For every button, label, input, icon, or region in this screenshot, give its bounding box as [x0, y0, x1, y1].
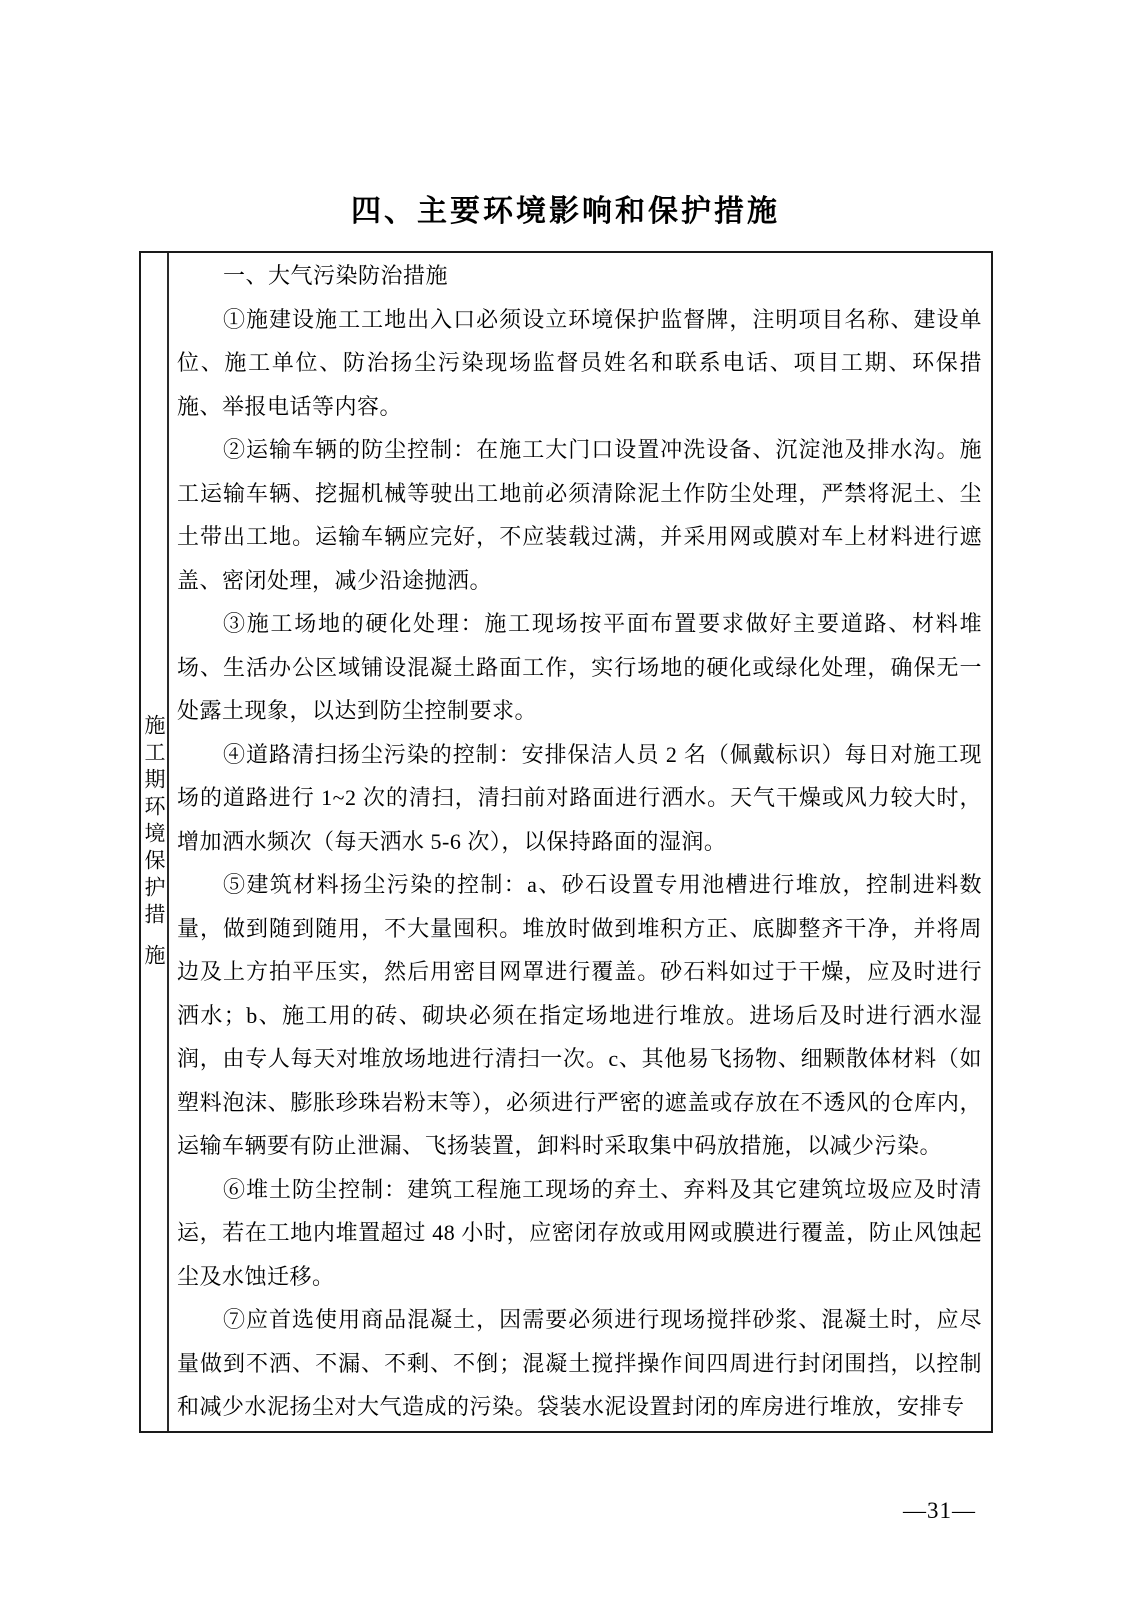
measure-paragraph-5: ⑤建筑材料扬尘污染的控制：a、砂石设置专用池槽进行堆放，控制进料数量，做到随到随用，不大量囤积。堆放时做到堆积方正、底脚整齐干净，并将周边及上方拍平压实，然后用密目网罩进行覆盖。砂石料如过于干燥，应及时进行洒水；b、施工用的砖、砌块必须在指定场地进行堆放。进场后及时进行洒水湿润，由专人每天对堆放场地进行清扫一次。c、其他易飞扬物、细颗散体材料（如塑料泡沫、膨胀珍珠岩粉末等），必须进行严密的遮盖或存放在不透风的仓库内，运输车辆要有防止泄漏、飞扬装置，卸料时采取集中码放措施，以减少污染。	[177, 872, 982, 1158]
measure-paragraph-6: ⑥堆土防尘控制：建筑工程施工现场的弃土、弃料及其它建筑垃圾应及时清运，若在工地内堆置超过 48 小时，应密闭存放或用网或膜进行覆盖，防止风蚀起尘及水蚀迁移。	[177, 1176, 982, 1289]
measure-paragraph-4: ④道路清扫扬尘污染的控制：安排保洁人员 2 名（佩戴标识）每日对施工现场的道路进行 1~2 次的清扫，清扫前对路面进行洒水。天气干燥或风力较大时，增加洒水频次（每天洒水 5-6 次），以保持路面的湿润。	[177, 741, 982, 854]
row-label-construction-period-last-char: 施	[142, 943, 166, 971]
section-heading-air-pollution: 一、大气污染防治措施	[223, 263, 449, 288]
measure-paragraph-3: ③施工场地的硬化处理：施工现场按平面布置要求做好主要道路、材料堆场、生活办公区域铺设混凝土路面工作，实行场地的硬化或绿化处理，确保无一处露土现象，以达到防尘控制要求。	[177, 611, 982, 723]
row-label-cell	[141, 253, 169, 1431]
page-title: 四、主要环境影响和保护措施	[351, 195, 780, 228]
measure-paragraph-7: ⑦应首选使用商品混凝土，因需要必须进行现场搅拌砂浆、混凝土时，应尽量做到不洒、不漏、不剩、不倒；混凝土搅拌操作间四周进行封闭围挡，以控制和减少水泥扬尘对大气造成的污染。袋装水泥设置封闭的库房进行堆放，安排专	[177, 1307, 982, 1419]
measures-table	[139, 251, 993, 1433]
page-number: —31—	[903, 1498, 976, 1523]
measure-paragraph-1: ①施建设施工工地出入口必须设立环境保护监督牌，注明项目名称、建设单位、施工单位、防治扬尘污染现场监督员姓名和联系电话、项目工期、环保措施、举报电话等内容。	[177, 306, 982, 419]
row-label-construction-period: 施工期环境保护措	[142, 713, 166, 930]
measure-paragraph-2: ②运输车辆的防尘控制：在施工大门口设置冲洗设备、沉淀池及排水沟。施工运输车辆、挖掘机械等驶出工地前必须清除泥土作防尘处理，严禁将泥土、尘土带出工地。运输车辆应完好，不应装载过满，并采用网或膜对车上材料进行遮盖、密闭处理，减少沿途抛洒。	[177, 437, 982, 593]
measures-content-cell	[169, 253, 991, 1431]
